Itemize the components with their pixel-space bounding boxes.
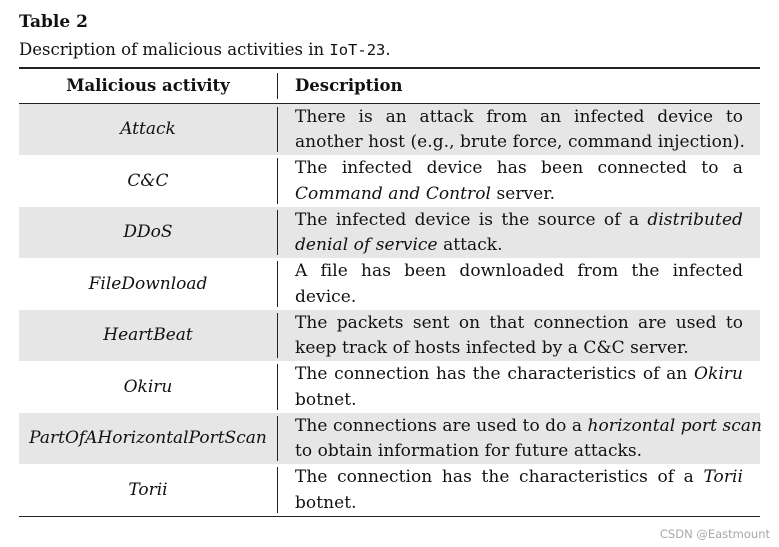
table-row — [19, 207, 760, 259]
description-line — [295, 362, 743, 388]
activity-cell: FileDownload — [19, 261, 278, 307]
description-cell — [278, 310, 743, 362]
caption-desc-suffix: . — [385, 40, 391, 59]
activity-cell: Attack — [19, 107, 278, 153]
table-row — [19, 310, 760, 362]
description-line: another host (e.g., brute force, command injection). — [295, 132, 746, 152]
description-text: The connections are used to do a — [295, 415, 588, 436]
description-line: to obtain information for future attacks. — [295, 441, 643, 461]
table-header-row — [19, 69, 760, 103]
table-caption-description — [19, 40, 391, 59]
description-text: The infected device is the source of a — [295, 209, 648, 230]
description-line — [295, 465, 743, 491]
table-row — [19, 104, 760, 156]
description-emphasis: Okiru — [693, 364, 743, 384]
description-line — [295, 182, 743, 208]
caption-dataset-name: IoT-23 — [329, 41, 386, 59]
description-line — [295, 414, 763, 440]
activity-cell: PartOfAHorizontalPortScan — [19, 416, 278, 462]
description-cell — [278, 258, 743, 310]
description-line: There is an attack from an infected device to — [295, 106, 743, 127]
description-line — [295, 208, 743, 234]
description-cell — [278, 361, 743, 413]
description-line: A file has been downloaded from the infected — [295, 261, 743, 281]
activity-cell: Okiru — [19, 364, 278, 410]
description-emphasis: denial of service — [295, 235, 438, 255]
activity-cell: C&C — [19, 158, 278, 204]
description-cell — [278, 104, 746, 156]
description-text: server. — [491, 183, 556, 204]
description-text: attack. — [437, 235, 503, 255]
description-line: keep track of hosts infected by a C&C server. — [295, 338, 689, 358]
description-emphasis: Command and Control — [295, 183, 491, 204]
table-row — [19, 413, 763, 465]
table-row — [19, 361, 760, 413]
description-cell — [278, 207, 743, 259]
description-emphasis: distributed — [647, 209, 743, 230]
description-line: botnet. — [295, 492, 357, 513]
description-line: device. — [295, 286, 357, 307]
activity-cell: Torii — [19, 467, 278, 513]
header-malicious-activity: Malicious activity — [19, 73, 278, 99]
description-text: The connection has the characteristics of an — [295, 364, 694, 384]
description-cell — [278, 413, 763, 465]
activity-cell: HeartBeat — [19, 313, 278, 359]
description-line — [295, 233, 743, 259]
description-line: The packets sent on that connection are used to — [295, 312, 743, 333]
table-row — [19, 258, 760, 310]
malicious-activities-table — [19, 67, 763, 517]
description-cell — [278, 155, 743, 207]
description-emphasis: horizontal port scan — [587, 415, 763, 436]
description-line: botnet. — [295, 389, 357, 410]
watermark-text: CSDN @Eastmount — [659, 527, 770, 541]
caption-desc-prefix: Description of malicious activities in — [19, 40, 330, 59]
description-emphasis: Torii — [703, 467, 743, 487]
table-caption-title: Table 2 — [19, 12, 88, 32]
description-text: The connection has the characteristics of a — [295, 467, 704, 487]
table-row — [19, 155, 760, 207]
description-cell — [278, 464, 743, 516]
activity-cell: DDoS — [19, 210, 278, 256]
header-description: Description — [295, 75, 403, 95]
description-line: The infected device has been connected to a — [295, 158, 743, 178]
table-row — [19, 464, 760, 516]
